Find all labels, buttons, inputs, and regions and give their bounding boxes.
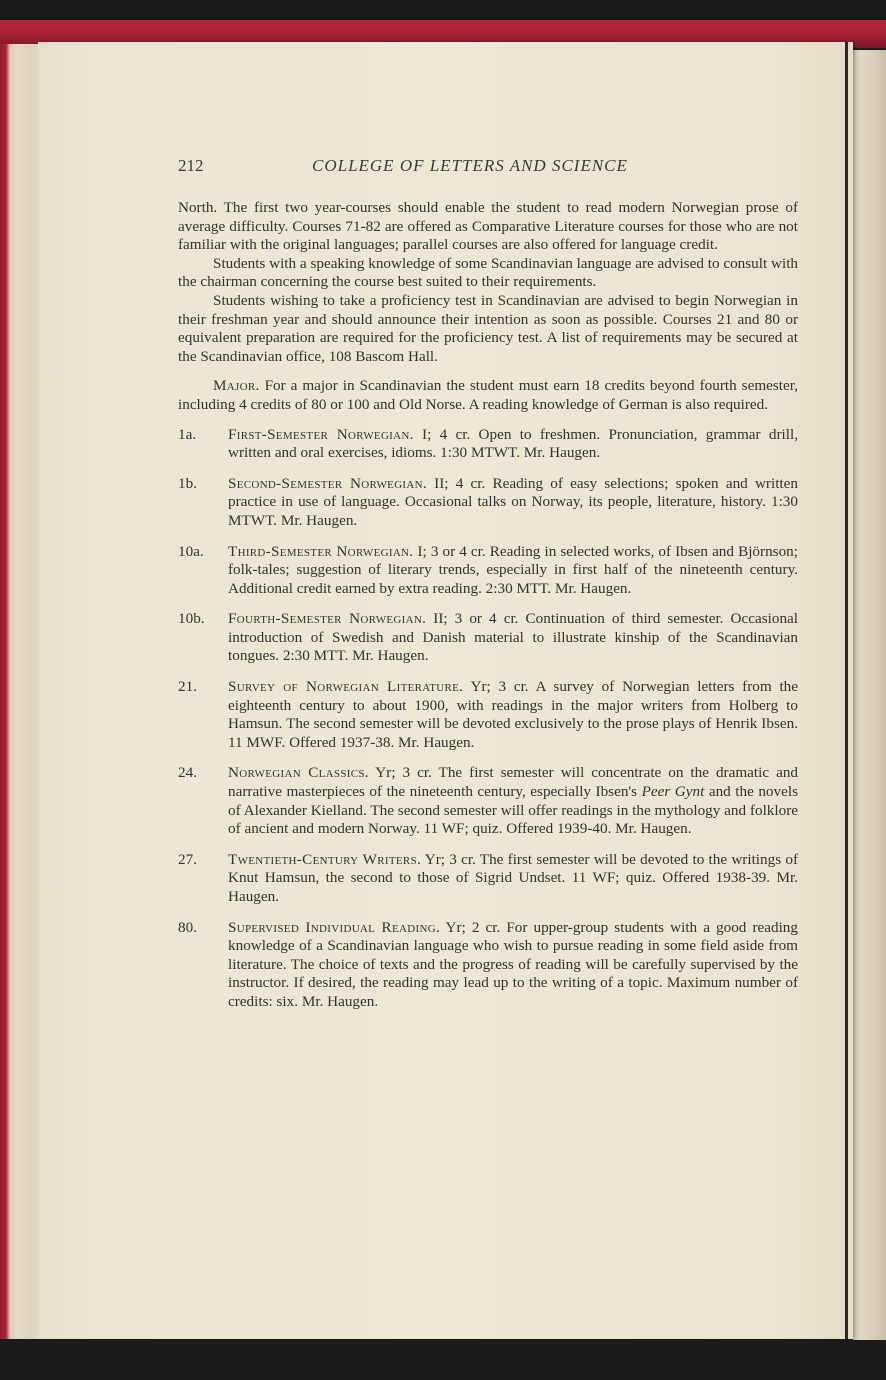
course-description: II; 3 or 4 cr. Continuation of third semester. Occasional introduction of Swedish and Danish material to illustrate kinship of the Scandinavian tongues. 2:30 MTT. Mr. Haugen. [228, 610, 799, 665]
page-header [178, 156, 796, 180]
course-entry [178, 610, 798, 666]
major-label: Major. [213, 377, 260, 395]
course-number: 80. [178, 918, 197, 936]
course-entry [178, 475, 798, 531]
course-title: Second-Semester Norwegian. [228, 474, 427, 492]
major-text: For a major in Scandinavian the student must earn 18 credits beyond fourth semester, including 4 credits of 80 or 100 and Old Norse. A reading knowledge of German is also required. [178, 377, 798, 413]
course-title: First-Semester Norwegian. [228, 425, 414, 443]
course-number: 1a. [178, 425, 197, 443]
course-entry [178, 426, 798, 463]
course-number: 10a. [178, 542, 204, 560]
course-title: Supervised Individual Reading. [228, 918, 441, 936]
paragraph: Students wishing to take a proficiency test in Scandinavian are advised to begin Norwegian in their freshman year and should announce their intention as soon as possible. Courses 21 and 80 or equivalent preparation are required for the proficiency test. A list of requirements may be secured at the Scandinavian office, 108 Bascom Hall. [178, 291, 798, 365]
work-title: Peer Gynt [641, 783, 705, 801]
course-title: Norwegian Classics. [228, 764, 369, 782]
book-right-pages [853, 50, 886, 1340]
course-number: 24. [178, 764, 197, 782]
course-title: Twentieth-Century Writers. [228, 850, 422, 868]
paragraph: Students with a speaking knowledge of some Scandinavian language are advised to consult with the chairman concerning the course best suited to their requirements. [178, 254, 799, 291]
course-description: I; 3 or 4 cr. Reading in selected works, of Ibsen and Björnson; folk-tales; suggestion of literary trends, especially in first half of the nineteenth century. Additional credit earned by extra reading. 2:30 MTT. Mr. Haugen. [228, 542, 798, 597]
course-entry [178, 543, 798, 599]
major-requirements [178, 377, 798, 414]
course-number: 1b. [178, 474, 197, 492]
course-number: 27. [178, 850, 197, 868]
course-description: Yr; 2 cr. For upper-group students with a good reading knowledge of a Scandinavian language who wish to pursue reading in some field aside from literature. The choice of texts and the progress of reading will be carefully supervised by the instructor. If desired, the reading may lead up to the writing of a topic. Maximum number of credits: six. Mr. Haugen. [228, 918, 798, 1010]
course-number: 21. [178, 678, 197, 696]
page-body [178, 199, 798, 1012]
course-entry [178, 678, 798, 752]
running-title: COLLEGE OF LETTERS AND SCIENCE [312, 156, 628, 175]
course-description: II; 4 cr. Reading of easy selections; spoken and written practice in use of language. Occasional talks on Norway, its people, literature, history. 1:30 MTWT. Mr. Haugen. [228, 474, 798, 529]
course-title: Fourth-Semester Norwegian. [228, 610, 427, 628]
course-title: Third-Semester Norwegian. [228, 542, 414, 560]
course-description: and the novels of Alexander Kielland. The second semester will offer readings in the mythology and folklore of ancient and modern Norway. 11 WF; quiz. Offered 1939-40. Mr. Haugen. [228, 783, 798, 838]
course-entry [178, 919, 798, 1012]
course-number: 10b. [178, 610, 205, 628]
course-description: Yr; 3 cr. The first semester will concentrate on the dramatic and narrative masterpieces of the nineteenth century, especially Ibsen's [228, 764, 799, 801]
course-entry [178, 851, 798, 907]
paragraph: North. The first two year-courses should enable the student to read modern Norwegian prose of average difficulty. Courses 71-82 are offered as Comparative Literature courses for those who are not familiar with the original languages; parallel courses are also offered for language credit. [178, 199, 798, 254]
course-title: Survey of Norwegian Literature. [228, 678, 464, 696]
page-gutter [845, 42, 848, 1339]
page-number: 212 [178, 156, 204, 175]
course-description: I; 4 cr. Open to freshmen. Pronunciation, grammar drill, written and oral exercises, idioms. 1:30 MTWT. Mr. Haugen. [228, 425, 798, 462]
course-description: Yr; 3 cr. The first semester will be devoted to the writings of Knut Hamsun, the second to those of Sigrid Undset. 11 WF; quiz. Offered 1938-39. Mr. Haugen. [228, 850, 799, 905]
course-description: Yr; 3 cr. A survey of Norwegian letters from the eighteenth century to about 1900, with readings in the major writers from Holberg to Hamsun. The second semester will be devoted exclusively to the prose plays of Henrik Ibsen. 11 MWF. Offered 1937-38. Mr. Haugen. [228, 678, 799, 751]
course-entry [178, 764, 798, 838]
